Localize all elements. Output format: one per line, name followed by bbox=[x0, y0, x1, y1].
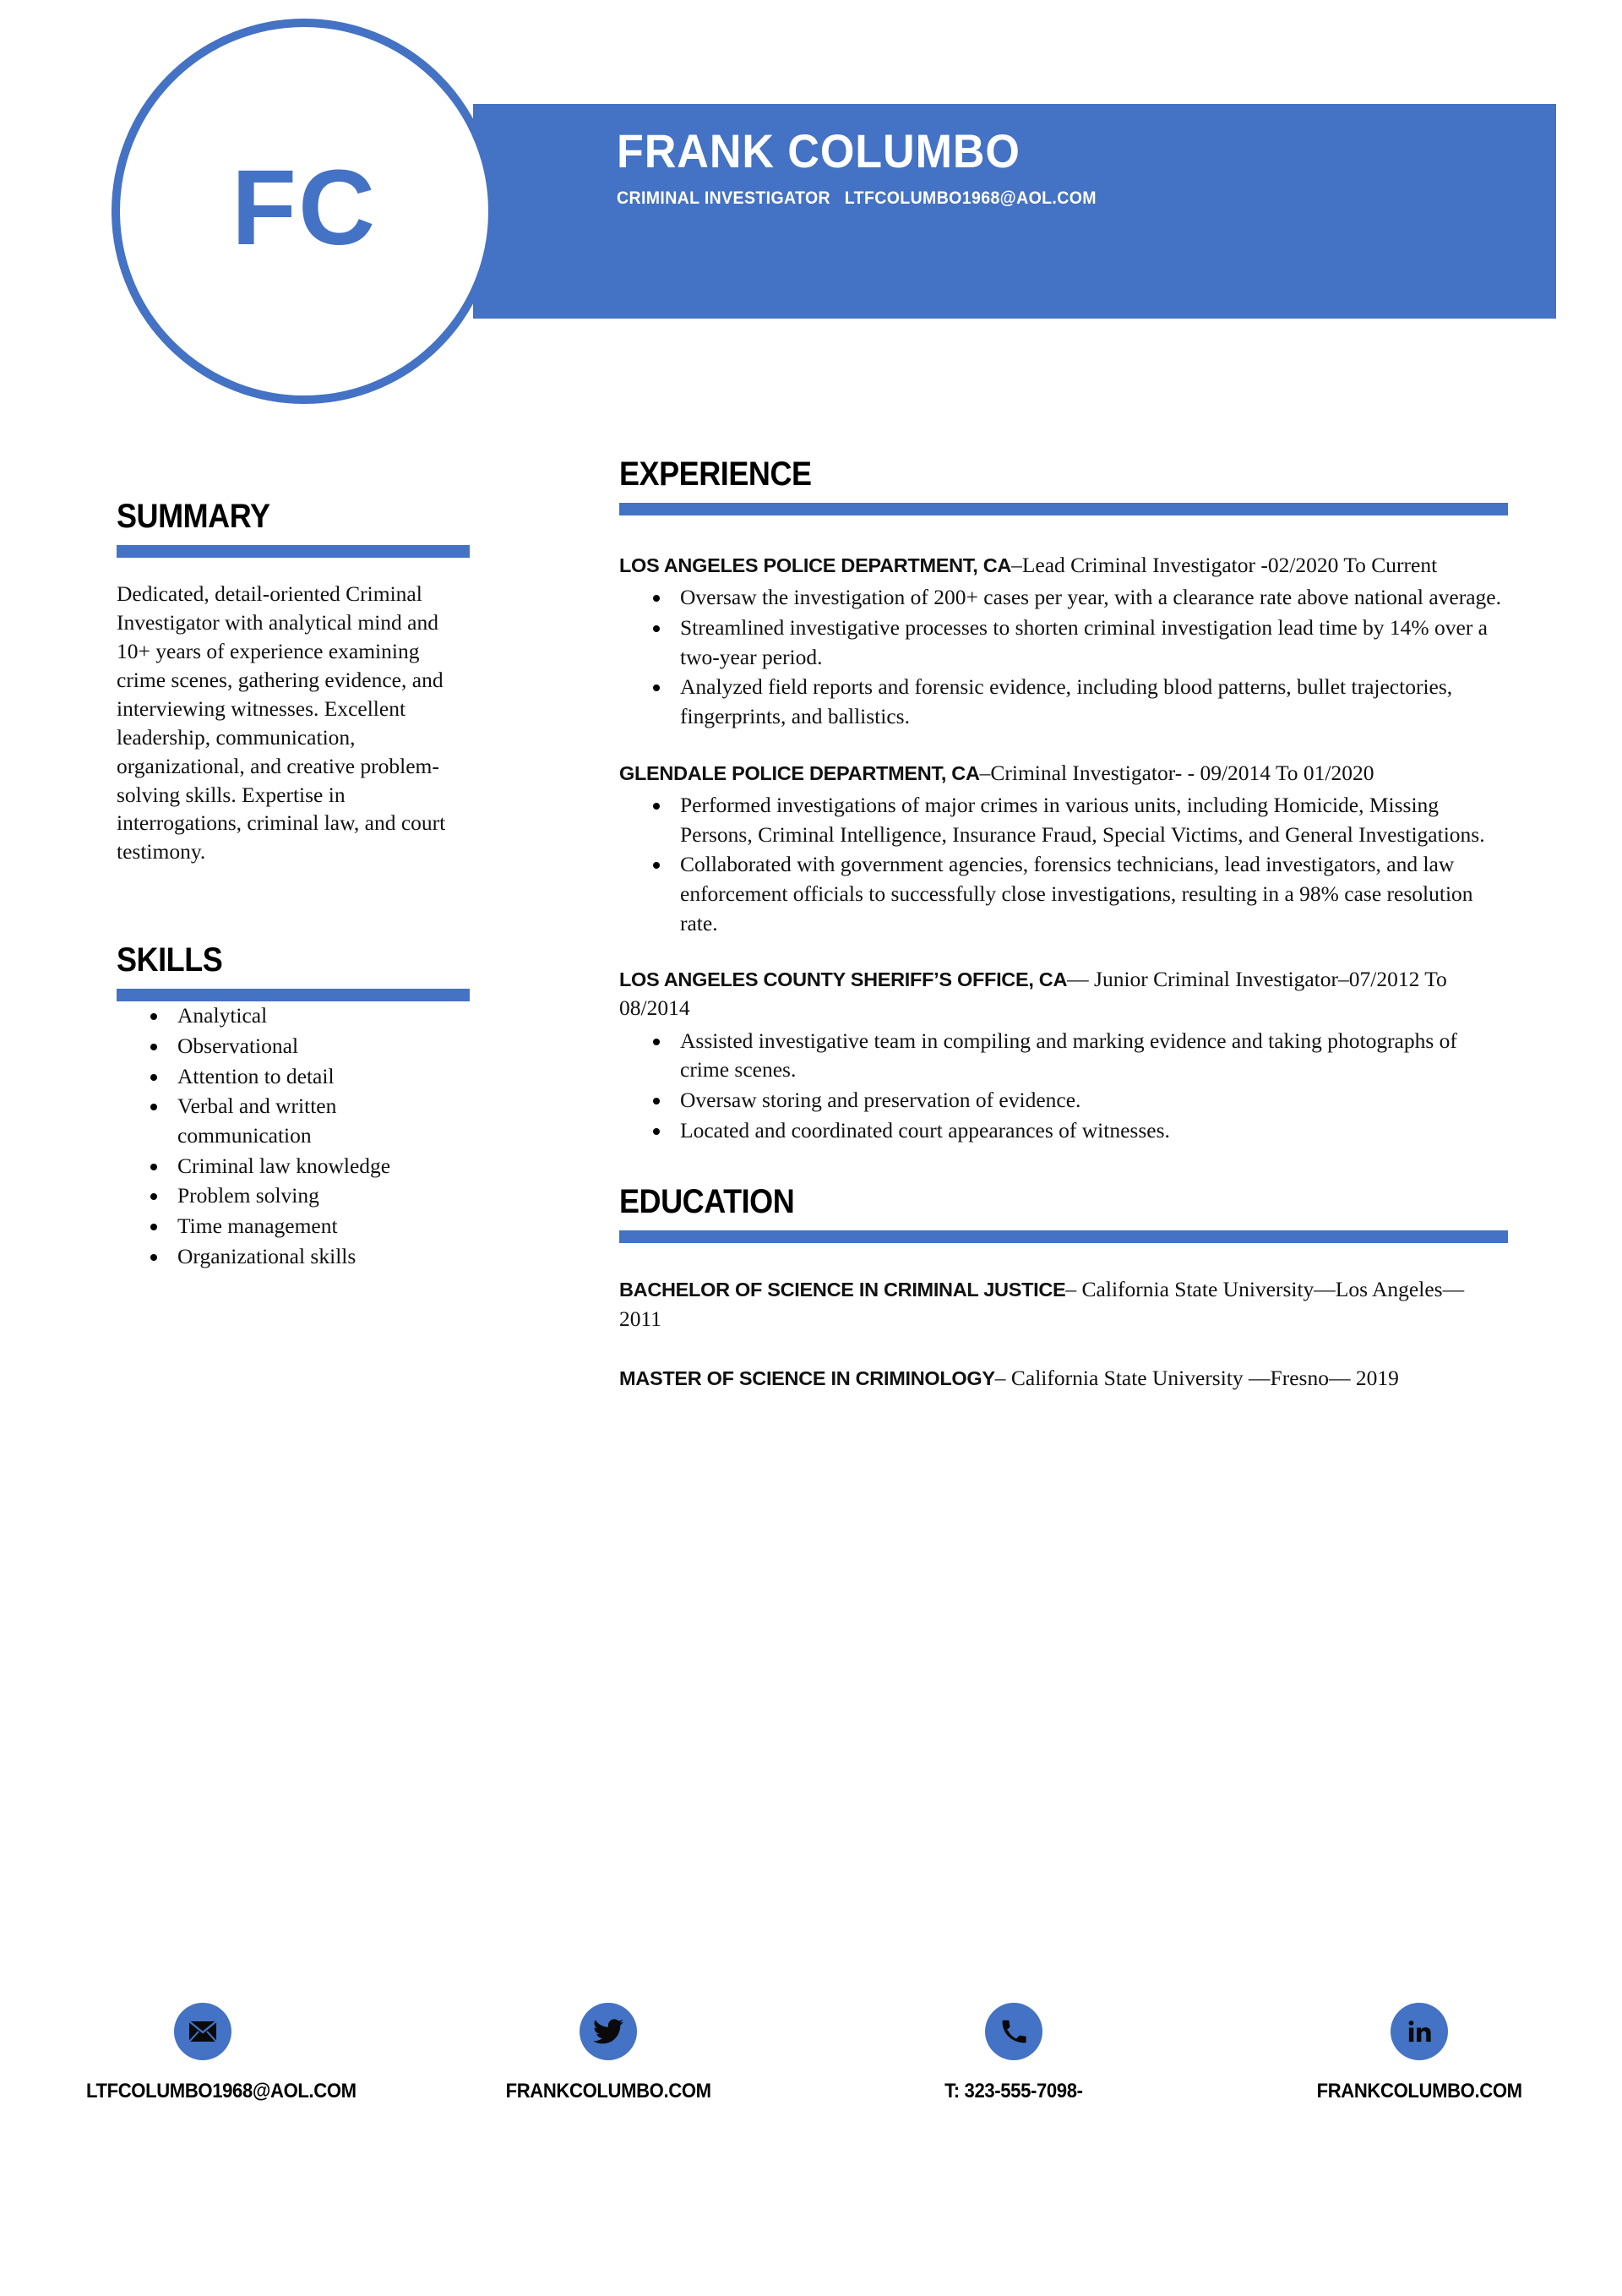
list-item: Attention to detail bbox=[117, 1062, 471, 1092]
education-entry bbox=[619, 1275, 1510, 1333]
experience-bullet-list bbox=[619, 583, 1510, 731]
education-rule bbox=[619, 1230, 1508, 1243]
header-text-block bbox=[617, 124, 1546, 209]
skills-heading: SKILLS bbox=[117, 941, 223, 979]
education-institution: – California State University —Fresno— 2019 bbox=[994, 1365, 1399, 1390]
contact-footer bbox=[0, 2003, 1622, 2103]
contact-phone[interactable] bbox=[811, 2003, 1216, 2103]
experience-entry bbox=[619, 551, 1510, 732]
summary-rule bbox=[117, 545, 470, 558]
skills-list bbox=[117, 1001, 471, 1271]
section-skills bbox=[117, 942, 471, 1271]
contact-email[interactable] bbox=[0, 2003, 406, 2103]
avatar-initials: FC bbox=[231, 148, 377, 267]
email-icon[interactable] bbox=[174, 2003, 231, 2060]
list-item: Observational bbox=[117, 1032, 471, 1061]
experience-entry-header bbox=[619, 551, 1510, 580]
list-item: Streamlined investigative processes to shorten criminal investigation lead time by 14% over a two-year period. bbox=[619, 614, 1510, 672]
list-item: Analytical bbox=[117, 1001, 471, 1031]
experience-bullet-list bbox=[619, 1027, 1510, 1146]
contact-phone-label: T: 323-555-7098- bbox=[944, 2080, 1083, 2102]
education-entry bbox=[619, 1364, 1510, 1393]
skills-rule bbox=[117, 989, 470, 1001]
section-summary bbox=[117, 499, 471, 866]
list-item: Criminal law knowledge bbox=[117, 1152, 471, 1181]
experience-entry-header bbox=[619, 759, 1510, 788]
experience-rule bbox=[619, 503, 1508, 515]
page-title: FRANK COLUMBO bbox=[617, 124, 1021, 177]
contact-email-label: LTFCOLUMBO1968@AOL.COM bbox=[86, 2080, 357, 2102]
twitter-icon[interactable] bbox=[580, 2003, 637, 2060]
list-item: Located and coordinated court appearances of witnesses. bbox=[619, 1116, 1510, 1146]
left-column bbox=[117, 499, 471, 1272]
list-item: Time management bbox=[117, 1212, 471, 1241]
right-column bbox=[619, 456, 1510, 1423]
header-subtitle bbox=[617, 188, 1481, 209]
resume-header bbox=[0, 0, 1622, 423]
experience-organization: GLENDALE POLICE DEPARTMENT, CA bbox=[619, 761, 980, 784]
list-item: Performed investigations of major crimes in various units, including Homicide, Missing Persons, Criminal Intelligence, Insurance Fraud, Special Victims, and General Investigations. bbox=[619, 791, 1510, 849]
list-item: Oversaw the investigation of 200+ cases per year, with a clearance rate above national average. bbox=[619, 583, 1510, 613]
experience-entry bbox=[619, 965, 1510, 1145]
education-degree: MASTER OF SCIENCE IN CRIMINOLOGY bbox=[619, 1366, 995, 1389]
avatar bbox=[112, 19, 497, 404]
contact-twitter-label: FRANKCOLUMBO.COM bbox=[505, 2080, 711, 2102]
linkedin-icon[interactable] bbox=[1391, 2003, 1448, 2060]
experience-heading: EXPERIENCE bbox=[619, 455, 812, 493]
education-heading: EDUCATION bbox=[619, 1183, 795, 1221]
list-item: Analyzed field reports and forensic evidence, including blood patterns, bullet trajectories, fingerprints, and ballistics. bbox=[619, 673, 1510, 731]
experience-entry bbox=[619, 759, 1510, 939]
summary-heading: SUMMARY bbox=[117, 498, 270, 535]
education-institution: – California State University—Los Angeles— 2011 bbox=[619, 1277, 1465, 1331]
list-item: Collaborated with government agencies, forensics technicians, lead investigators, and law enforcement officials to successfully close investigations, resulting in a 98% case resolution rate. bbox=[619, 850, 1510, 938]
list-item: Verbal and written communication bbox=[117, 1092, 471, 1150]
list-item: Oversaw storing and preservation of evidence. bbox=[619, 1086, 1510, 1115]
experience-organization: LOS ANGELES COUNTY SHERIFF’S OFFICE, CA bbox=[619, 968, 1068, 991]
contact-linkedin[interactable] bbox=[1216, 2003, 1622, 2103]
summary-text: Dedicated, detail-oriented Criminal Investigator with analytical mind and 10+ years of experience examining crime scenes, gathering evidence, and interviewing witnesses. Excellent leadership, communication, organizational, and creative problem-solving skills. Expertise in interrogations, criminal law, and court testimony. bbox=[117, 581, 446, 864]
phone-icon[interactable] bbox=[985, 2003, 1042, 2060]
experience-role-dates: –Lead Criminal Investigator -02/2020 To Current bbox=[1011, 553, 1438, 578]
list-item: Assisted investigative team in compiling and marking evidence and taking photographs of crime scenes. bbox=[619, 1027, 1510, 1085]
section-education bbox=[619, 1184, 1510, 1393]
experience-bullet-list bbox=[619, 791, 1510, 938]
experience-organization: LOS ANGELES POLICE DEPARTMENT, CA bbox=[619, 554, 1012, 577]
header-role: CRIMINAL INVESTIGATOR bbox=[617, 188, 831, 208]
experience-role-dates: –Criminal Investigator- - 09/2014 To 01/2020 bbox=[979, 760, 1374, 785]
contact-twitter[interactable] bbox=[406, 2003, 811, 2103]
experience-role-dates: — Junior Criminal Investigator–07/2012 To 08/2014 bbox=[619, 967, 1447, 1021]
experience-entry-header bbox=[619, 965, 1510, 1023]
education-entries bbox=[619, 1275, 1510, 1392]
list-item: Organizational skills bbox=[117, 1242, 471, 1272]
education-degree: BACHELOR OF SCIENCE IN CRIMINAL JUSTICE bbox=[619, 1279, 1066, 1301]
list-item: Problem solving bbox=[117, 1181, 471, 1211]
header-email: LTFCOLUMBO1968@AOL.COM bbox=[844, 188, 1097, 208]
experience-jobs bbox=[619, 551, 1510, 1145]
contact-linkedin-label: FRANKCOLUMBO.COM bbox=[1316, 2080, 1522, 2102]
section-experience bbox=[619, 456, 1510, 1145]
